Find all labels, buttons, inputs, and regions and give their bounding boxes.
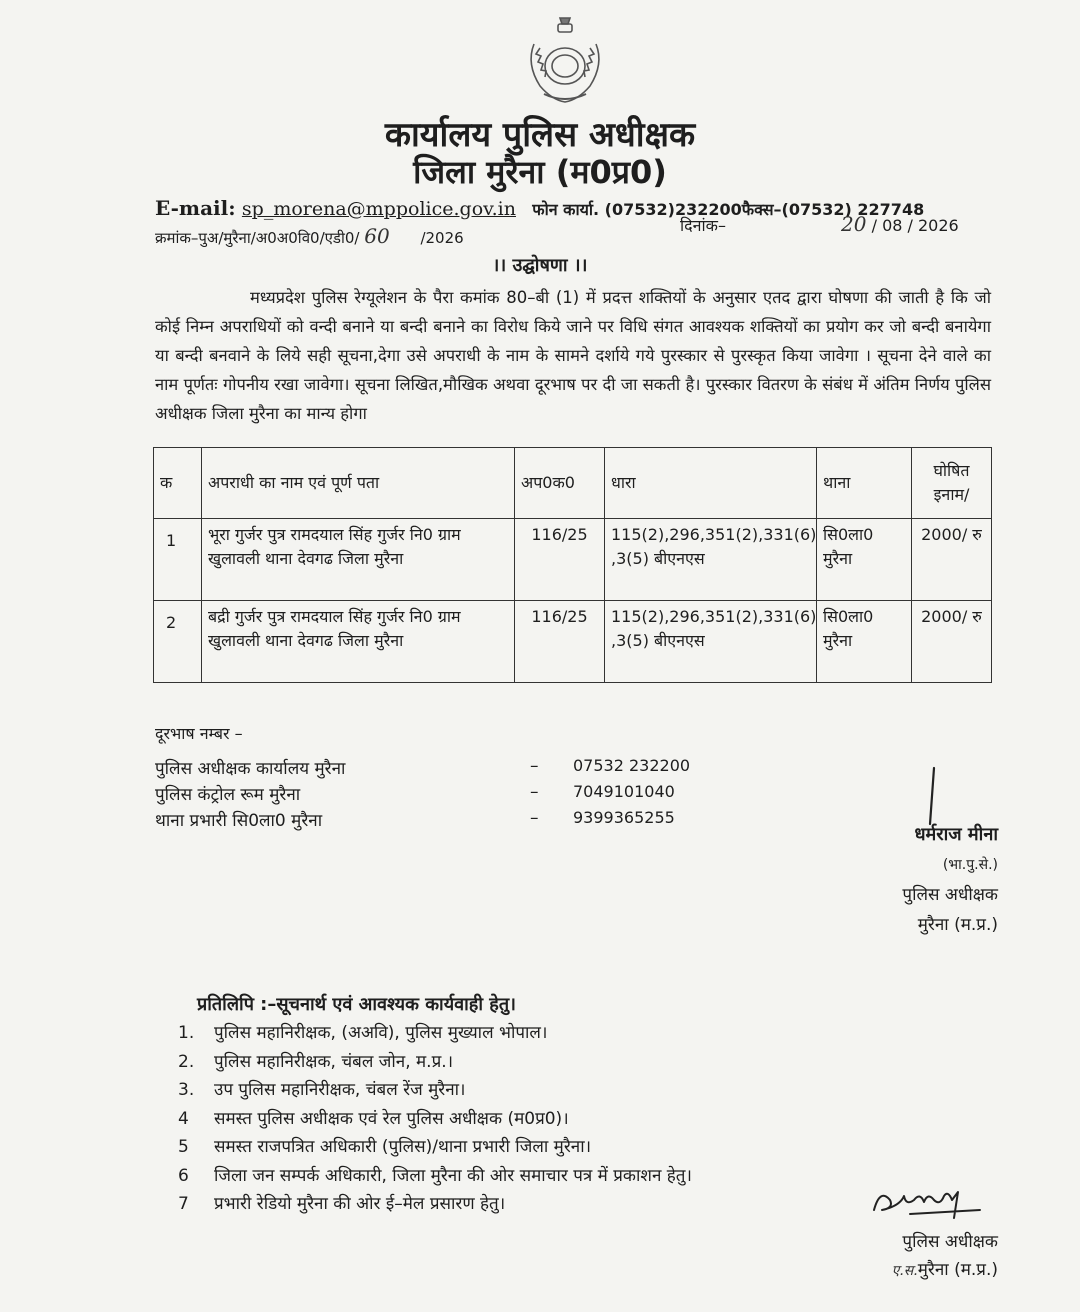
date-label: दिनांक– xyxy=(680,216,726,235)
cell-name: भूरा गुर्जर पुत्र रामदयाल सिंह गुर्जर नि0 ग्राम खुलावली थाना देवगढ जिला मुरैना xyxy=(202,519,515,601)
cell-sno: 2 xyxy=(154,601,202,683)
signatory-name: धर्मराज मीना xyxy=(914,824,998,845)
ref-prefix: क्रमांक–पुअ/मुरैना/अ0अ0वि0/एडी0/ xyxy=(155,229,360,247)
phone-label: थाना प्रभारी सि0ला0 मुरैना xyxy=(155,811,323,831)
wanted-table xyxy=(153,447,992,683)
list-item: 5 समस्त राजपत्रित अधिकारी (पुलिस)/थाना प्रभारी जिला मुरैना। xyxy=(178,1137,592,1157)
phone-dash: – xyxy=(530,756,539,776)
cell-sno: 1 xyxy=(154,519,202,601)
col-header-station: थाना xyxy=(817,448,912,519)
col-header-name: अपराधी का नाम एवं पूर्ण पता xyxy=(202,448,515,519)
cell-station: सि0ला0 मुरैना xyxy=(817,519,912,601)
list-item: 7 प्रभारी रेडियो मुरैना की ओर ई–मेल प्रसारण हेतु। xyxy=(178,1194,506,1214)
ref-year: /2026 xyxy=(420,229,464,247)
col-header-reward: घोषित इनाम/ xyxy=(912,448,992,519)
cell-name: बद्री गुर्जर पुत्र रामदयाल सिंह गुर्जर नि0 ग्राम खुलावली थाना देवगढ जिला मुरैना xyxy=(202,601,515,683)
table-row xyxy=(154,601,992,683)
ref-handwritten-number: 60 xyxy=(364,224,390,248)
copy-heading: प्रतिलिपि :–सूचनार्थ एवं आवश्यक कार्यवाही हेतु। xyxy=(197,994,516,1015)
reference-number xyxy=(155,224,464,248)
cell-section: 115(2),296,351(2),331(6) ,3(5) बीएनएस xyxy=(605,519,817,601)
table-row xyxy=(154,519,992,601)
proclamation-text: मध्यप्रदेश पुलिस रेग्यूलेशन के पैरा कमांक 80–बी (1) में प्रदत्त शक्तियों के अनुसार एतद द्वारा घोषणा की जाती है कि जो कोई निम्न अपराधियों को वन्दी बनाने या बन्दी बनाने का विरोध किये जाने पर विधि संगत आवश्यक शक्तियों का प्रयोग कर जो बन्दी बनायेगा या बन्दी बनवाने के लिये सही सूचना,देगा उसे अपराधी के नाम के सामने दर्शाये गये पुरस्कार से पुरस्कृत किया जावेगा । सूचना देने वाले का नाम पूर्णतः गोपनीय रखा जावेगा। सूचना लिखित,मौखिक अथवा दूरभाष पर दी जा सकती है। पुरस्कार वितरण के संबंध में अंतिम निर्णय पुलिस अधीक्षक जिला मुरैना का मान्य होगा xyxy=(155,288,991,423)
list-item: 3. उप पुलिस महानिरीक्षक, चंबल रेंज मुरैना। xyxy=(178,1080,466,1100)
date-handwritten-day: 20 xyxy=(841,212,867,236)
phone-fax: फोन कार्या. (07532)232200फैक्स–(07532) 227748 xyxy=(532,200,925,219)
cell-crime-no: 116/25 xyxy=(515,601,605,683)
cell-station: सि0ला0 मुरैना xyxy=(817,601,912,683)
cell-section: 115(2),296,351(2),331(6) ,3(5) बीएनएस xyxy=(605,601,817,683)
phone-row xyxy=(155,756,691,779)
list-item: 1. पुलिस महानिरीक्षक, (अअवि), पुलिस मुख्याल भोपाल। xyxy=(178,1023,548,1043)
phone-dash: – xyxy=(530,782,539,802)
signatory-block xyxy=(902,820,998,940)
col-header-sno: क xyxy=(154,448,202,519)
email-label: E-mail: xyxy=(155,196,236,220)
signatory-service: (भा.पु.से.) xyxy=(942,857,998,873)
cell-reward: 2000/ रु xyxy=(912,601,992,683)
email-link[interactable]: sp_morena@mppolice.gov.in xyxy=(241,198,516,220)
signatory2-block xyxy=(892,1228,998,1285)
phone-number: 7049101040 xyxy=(573,782,675,801)
signatory2-designation: पुलिस अधीक्षक xyxy=(902,1232,998,1252)
date-rest: / 08 / 2026 xyxy=(871,216,959,235)
copy-list xyxy=(178,1020,692,1220)
phone-row xyxy=(155,808,675,831)
police-emblem-icon xyxy=(516,14,614,106)
phone-number: 07532 232200 xyxy=(573,756,691,775)
phone-label: पुलिस कंट्रोल रूम मुरैना xyxy=(155,785,301,805)
handwritten-signature-icon xyxy=(870,1180,1000,1222)
phone-dash: – xyxy=(530,808,539,828)
signatory-place: मुरैना (म.प्र.) xyxy=(917,915,998,935)
signatory2-place-prefix: ए.स. xyxy=(891,1263,918,1279)
proclamation-body xyxy=(155,283,991,428)
cell-reward: 2000/ रु xyxy=(912,519,992,601)
signature-mark-icon xyxy=(926,766,938,828)
table-header-row xyxy=(154,448,992,519)
date-line xyxy=(680,212,959,236)
signatory2-place: मुरैना (म.प्र.) xyxy=(917,1260,998,1280)
signatory-designation: पुलिस अधीक्षक xyxy=(902,885,998,905)
list-item: 6 जिला जन सम्पर्क अधिकारी, जिला मुरैना की ओर समाचार पत्र में प्रकाशन हेतु। xyxy=(178,1165,692,1186)
phone-label: पुलिस अधीक्षक कार्यालय मुरैना xyxy=(155,759,346,779)
col-header-section: धारा xyxy=(605,448,817,519)
office-title: कार्यालय पुलिस अधीक्षक xyxy=(384,115,696,155)
phones-title: दूरभाष नम्बर – xyxy=(155,724,243,743)
district-title: जिला मुरैना (म0प्र0) xyxy=(413,153,667,191)
cell-crime-no: 116/25 xyxy=(515,519,605,601)
col-header-crime-no: अप0क0 xyxy=(515,448,605,519)
proclamation-title: ।। उद्घोषणा ।। xyxy=(492,255,588,276)
list-item: 2. पुलिस महानिरीक्षक, चंबल जोन, म.प्र.। xyxy=(178,1051,454,1072)
list-item: 4 समस्त पुलिस अधीक्षक एवं रेल पुलिस अधीक्षक (म0प्र0)। xyxy=(178,1108,569,1129)
phone-row xyxy=(155,782,675,805)
signatory2-place-line xyxy=(892,1256,998,1285)
phone-number: 9399365255 xyxy=(573,808,675,827)
